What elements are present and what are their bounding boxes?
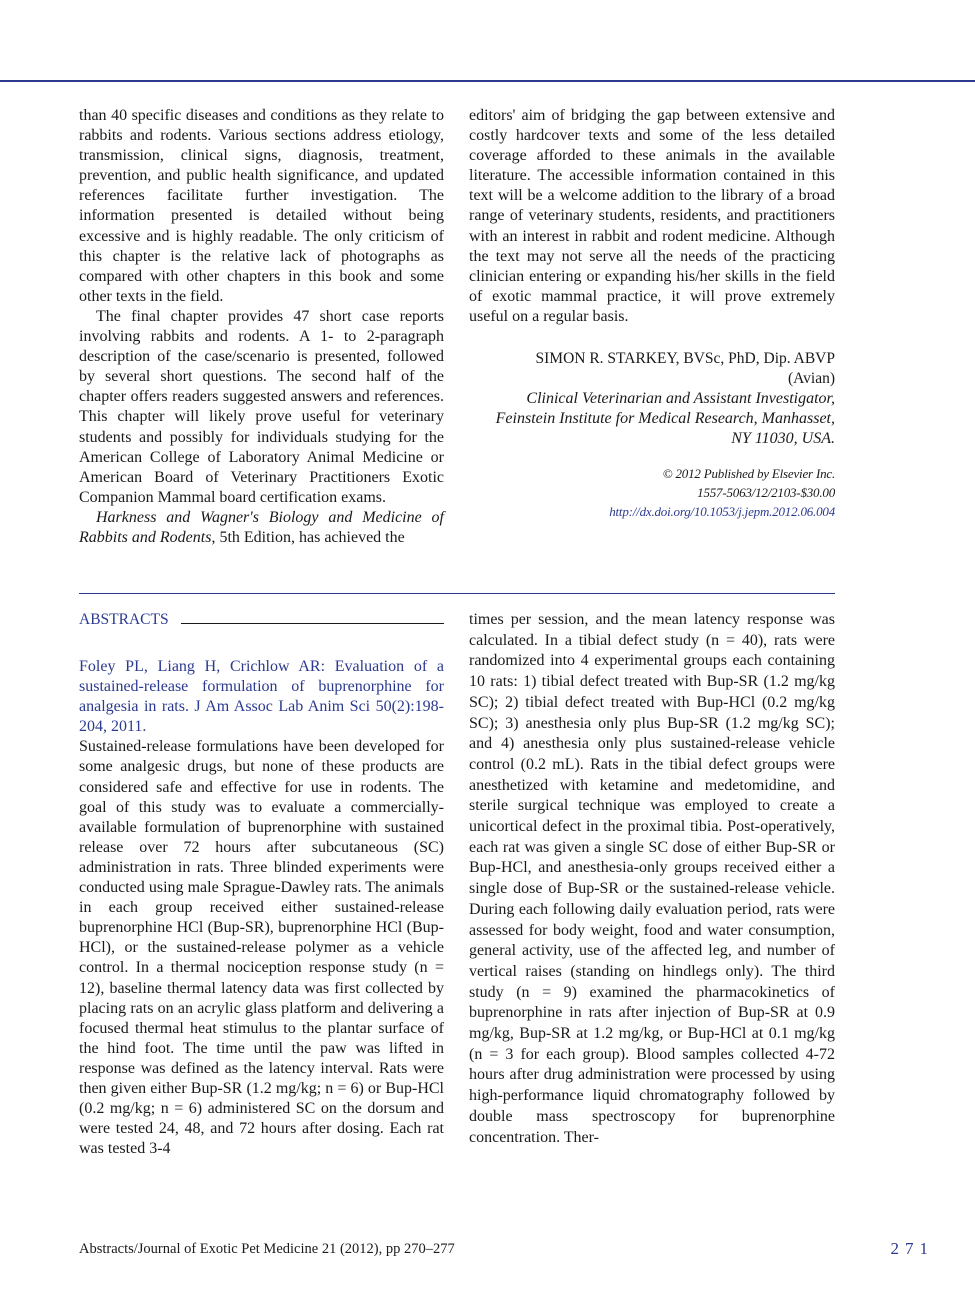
affiliation-line: Feinstein Institute for Medical Research, Manhasset, — [495, 410, 835, 428]
affiliation-line: NY 11030, USA. — [731, 430, 835, 448]
review-paragraph: than 40 specific diseases and conditions as they relate to rabbits and rodents. Various sections address etiology, transmission, clinical signs, diagnosis, treatment, prevention, and public health significance, and updated references facilitate further investigation. The information presented is detailed without being excessive and is highly readable. The only criticism of this chapter is the relative lack of photographs as compared with other chapters in this book and some other texts in the field. — [79, 107, 444, 305]
reviewer-name — [469, 349, 835, 389]
header-rule — [0, 80, 975, 82]
abstract-right-column — [469, 610, 835, 1148]
doi-link[interactable]: http://dx.doi.org/10.1053/j.jepm.2012.06.004 — [609, 503, 835, 519]
section-divider — [79, 593, 835, 594]
abstracts-section-header — [79, 609, 444, 631]
heading-rule — [181, 623, 444, 624]
affiliation-line: Clinical Veterinarian and Assistant Investigator, — [526, 390, 835, 408]
review-paragraph — [79, 508, 444, 548]
abstract-left-column — [79, 657, 444, 1159]
reviewer-name-line: (Avian) — [787, 370, 835, 388]
review-paragraph: The final chapter provides 47 short case reports involving rabbits and rodents. A 1- to 2-paragraph description of the case/scenario is presented, followed by several short questions. The second half of the chapter offers readers suggested answers and references. This chapter will likely prove useful for veterinary students and possibly for individuals studying for the American College of Laboratory Animal Medicine or American Board of Veterinary Practitioners Exotic Companion Mammal board certification exams. — [79, 307, 444, 506]
abstract-citation[interactable]: Foley PL, Liang H, Crichlow AR: Evaluation of a sustained-release formulation of buprenorphine for analgesia in rats. J Am Assoc Lab Anim Sci 50(2):198-204, 2011. — [79, 658, 444, 736]
book-title: Harkness and Wagner's Biology and Medicine of Rabbits and Rodents — [79, 508, 444, 546]
review-left-column — [79, 106, 444, 548]
publication-meta — [469, 464, 835, 521]
journal-footer: Abstracts/Journal of Exotic Pet Medicine 21 (2012), pp 270–277 — [79, 1241, 455, 1257]
reviewer-signature — [469, 349, 835, 520]
copyright-line: © 2012 Published by Elsevier Inc. — [662, 465, 835, 481]
reviewer-affiliation — [469, 389, 835, 449]
review-paragraph: editors' aim of bridging the gap between extensive and costly hardcover texts and some of the less detailed coverage afforded to these animals in the available literature. The accessible information contained in this text will be a welcome addition to the library of a broad range of veterinary students, residents, and practitioners with an interest in rabbit and rodent medicine. Although the text may not serve all the needs of the practicing clinician entering or expanding his/her skills in the field of exotic mammal practice, it will prove extremely useful on a regular basis. — [469, 107, 835, 325]
reviewer-name-line: SIMON R. STARKEY, BVSc, PhD, Dip. ABVP — [535, 350, 835, 368]
abstract-body: times per session, and the mean latency response was calculated. In a tibial defect study (n = 40), rats were randomized into 4 experimental groups each containing 10 rats: 1) tibial defect treated with Bup-SR (1.2 mg/kg SC); 2) tibial defect treated with Bup-HCl (0.2 mg/kg SC); 3) anesthesia only plus Bup-SR (1.2 mg/kg SC); and 4) anesthesia only plus sustained-release vehicle control (0.2 mL). Rats in the tibial defect groups were anesthetized with ketamine and medetomidine, and sterile surgical technique was employed to create a unicortical defect in the proximal tibia. Post-operatively, each rat was given a single SC dose of either Bup-SR or Bup-HCl, and anesthesia-only groups received either a single dose of Bup-SR or the sustained-release vehicle. During each following daily evaluation period, rats were assessed for body weight, food and water consumption, general activity, use of the affected leg, and number of vertical raises (standing on hindlegs only). The third study (n = 9) examined the pharmacokinetics of buprenorphine in rats after injection of Bup-SR at 0.9 mg/kg, Bup-SR at 1.2 mg/kg, or Bup-HCl at 0.1 mg/kg (n = 3 for each group). Blood samples collected 4-72 hours after drug administration were processed by using high-performance liquid chromatography followed by double mass spectroscopy for buprenorphine concentration. Ther- — [469, 611, 835, 1146]
issn-line: 1557-5063/12/2103-$30.00 — [697, 484, 835, 500]
review-text: , 5th Edition, has achieved the — [211, 528, 405, 546]
page-number: 271 — [890, 1239, 934, 1258]
abstracts-heading: ABSTRACTS — [79, 611, 169, 628]
review-right-column — [469, 106, 835, 521]
abstract-body: Sustained-release formulations have been developed for some analgesic drugs, but none of these products are considered safe and effective for use in rodents. The goal of this study was to evaluate a commercially-available formulation of buprenorphine with sustained release over 72 hours after subcutaneous (SC) administration in rats. Three blinded experiments were conducted using male Sprague-Dawley rats. The animals in each group received either sustained-release buprenorphine HCl (Bup-SR), buprenorphine HCl (Bup-HCl), or the sustained-release polymer as a vehicle control. In a thermal nociception response study (n = 12), baseline thermal latency data was first collected by placing rats on an acrylic glass platform and delivering a focused thermal heat stimulus to the plantar surface of the hind foot. The time until the paw was lifted in response was defined as the latency interval. Rats were then given either Bup-SR (1.2 mg/kg; n = 6) or Bup-HCl (0.2 mg/kg; n = 6) administered SC on the dorsum and were tested 24, 48, and 72 hours after dosing. Each rat was tested 3-4 — [79, 738, 444, 1158]
